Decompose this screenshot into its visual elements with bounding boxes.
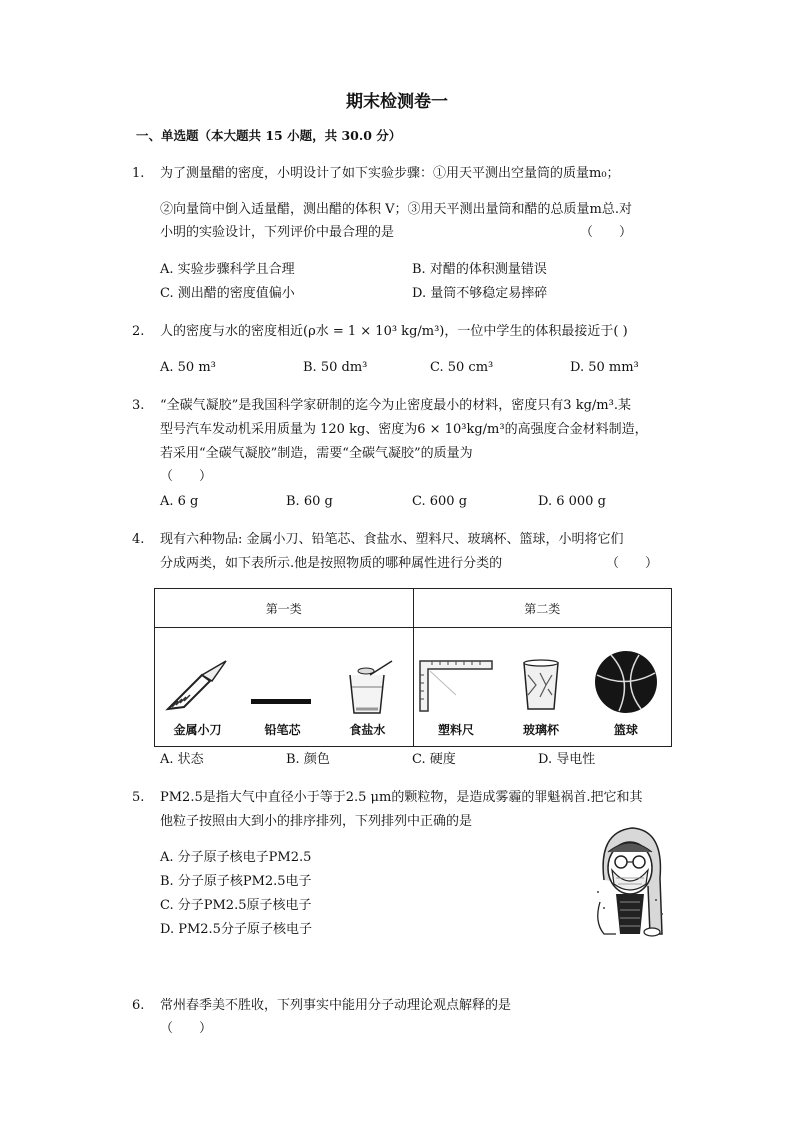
salt-water-glass-icon: [332, 657, 402, 715]
q4-answer-paren: （ ）: [606, 556, 659, 571]
table-header-second-class: 第二类: [413, 589, 672, 628]
q4-line2: 分成两类，如下表所示.他是按照物质的哪种属性进行分类的: [160, 556, 503, 571]
q3-line1: “全碳气凝胶”是我国科学家研制的迄今为止密度最小的材料，密度只有3 kg/m³.某: [160, 398, 631, 413]
q4-option-d: D. 导电性: [538, 752, 596, 767]
item-glass-cup: [498, 655, 583, 738]
q3-answer-paren: （ ）: [160, 469, 213, 484]
item-metal-knife: [155, 657, 240, 738]
item-label: 金属小刀: [173, 723, 222, 737]
q5-option-a: A. 分子原子核电子PM2.5: [160, 850, 312, 865]
ruler-icon: [416, 655, 496, 715]
q5-option-d: D. PM2.5分子原子核电子: [160, 922, 312, 937]
q4-option-c: C. 硬度: [412, 752, 456, 767]
q1-line3: 小明的实验设计，下列评价中最合理的是: [160, 225, 395, 240]
q5-option-c: C. 分子PM2.5原子核电子: [160, 898, 312, 913]
q2-number: 2.: [132, 324, 145, 339]
q2-option-b: B. 50 dm³: [303, 360, 368, 375]
q1-option-c: C. 测出醋的密度值偏小: [160, 286, 295, 301]
q5-number: 5.: [132, 790, 145, 805]
q6-answer-paren: （ ）: [160, 1021, 213, 1036]
item-salt-water: [325, 657, 410, 738]
q3-option-b: B. 60 g: [286, 494, 333, 509]
item-basketball: [583, 649, 668, 738]
q3-line2: 型号汽车发动机采用质量为 120 kg、密度为6 × 10³kg/m³的高强度合金材料制造，: [160, 422, 648, 437]
q3-option-a: A. 6 g: [160, 494, 199, 509]
q2-option-d: D. 50 mm³: [570, 360, 639, 375]
item-label: 食盐水: [349, 723, 386, 737]
pencil-lead-icon: [247, 657, 317, 715]
q1-option-b: B. 对醋的体积测量错误: [412, 262, 547, 277]
q2-option-c: C. 50 cm³: [430, 360, 494, 375]
item-label: 玻璃杯: [522, 723, 559, 737]
q2-option-a: A. 50 m³: [160, 360, 216, 375]
q3-option-d: D. 6 000 g: [538, 494, 606, 509]
section-heading: 一、单选题（本大题共 15 小题，共 30.0 分）: [136, 128, 402, 143]
second-class-cell: [413, 628, 672, 747]
q4-line1: 现有六种物品: 金属小刀、铅笔芯、食盐水、塑料尺、玻璃杯、篮球，小明将它们: [160, 532, 624, 547]
q4-option-b: B. 颜色: [286, 752, 330, 767]
q1-line2: ②向量筒中倒入适量醋，测出醋的体积 V；③用天平测出量筒和醋的总质量m总.对: [160, 202, 632, 217]
q3-option-c: C. 600 g: [412, 494, 468, 509]
item-label: 塑料尺: [437, 723, 474, 737]
item-plastic-ruler: [414, 655, 499, 738]
q5-line2: 他粒子按照由大到小的排序排列，下列排列中正确的是: [160, 814, 473, 829]
q1-option-a: A. 实验步骤科学且合理: [160, 262, 295, 277]
item-label: 篮球: [613, 723, 638, 737]
classification-table: [154, 588, 672, 747]
masked-girl-illustration: [590, 822, 670, 940]
q4-option-a: A. 状态: [160, 752, 204, 767]
item-label: 铅笔芯: [264, 723, 301, 737]
q1-answer-paren: （ ）: [580, 225, 633, 240]
q3-number: 3.: [132, 398, 145, 413]
q6-line1: 常州春季美不胜收，下列事实中能用分子动理论观点解释的是: [160, 998, 512, 1013]
table-header-first-class: 第一类: [155, 589, 414, 628]
glass-cup-icon: [506, 655, 576, 715]
q5-option-b: B. 分子原子核PM2.5电子: [160, 874, 312, 889]
basketball-icon: [591, 649, 661, 715]
item-pencil-lead: [240, 657, 325, 738]
q3-line3: 若采用“全碳气凝胶”制造，需要“全碳气凝胶”的质量为: [160, 446, 473, 461]
q4-number: 4.: [132, 532, 145, 547]
page-title: 期末检测卷一: [346, 92, 448, 112]
q6-number: 6.: [132, 998, 145, 1013]
q2-line1: 人的密度与水的密度相近(ρ水 = 1 × 10³ kg/m³)，一位中学生的体积最接近于( ): [160, 324, 628, 339]
first-class-cell: [155, 628, 414, 747]
q1-line1: 为了测量醋的密度，小明设计了如下实验步骤：①用天平测出空量筒的质量m₀；: [160, 166, 620, 181]
q5-line1: PM2.5是指大气中直径小于等于2.5 μm的颗粒物，是造成雾霾的罪魁祸首.把它和其: [160, 790, 643, 805]
knife-icon: [162, 657, 232, 715]
q1-option-d: D. 量筒不够稳定易摔碎: [412, 286, 548, 301]
q1-number: 1.: [132, 166, 145, 181]
